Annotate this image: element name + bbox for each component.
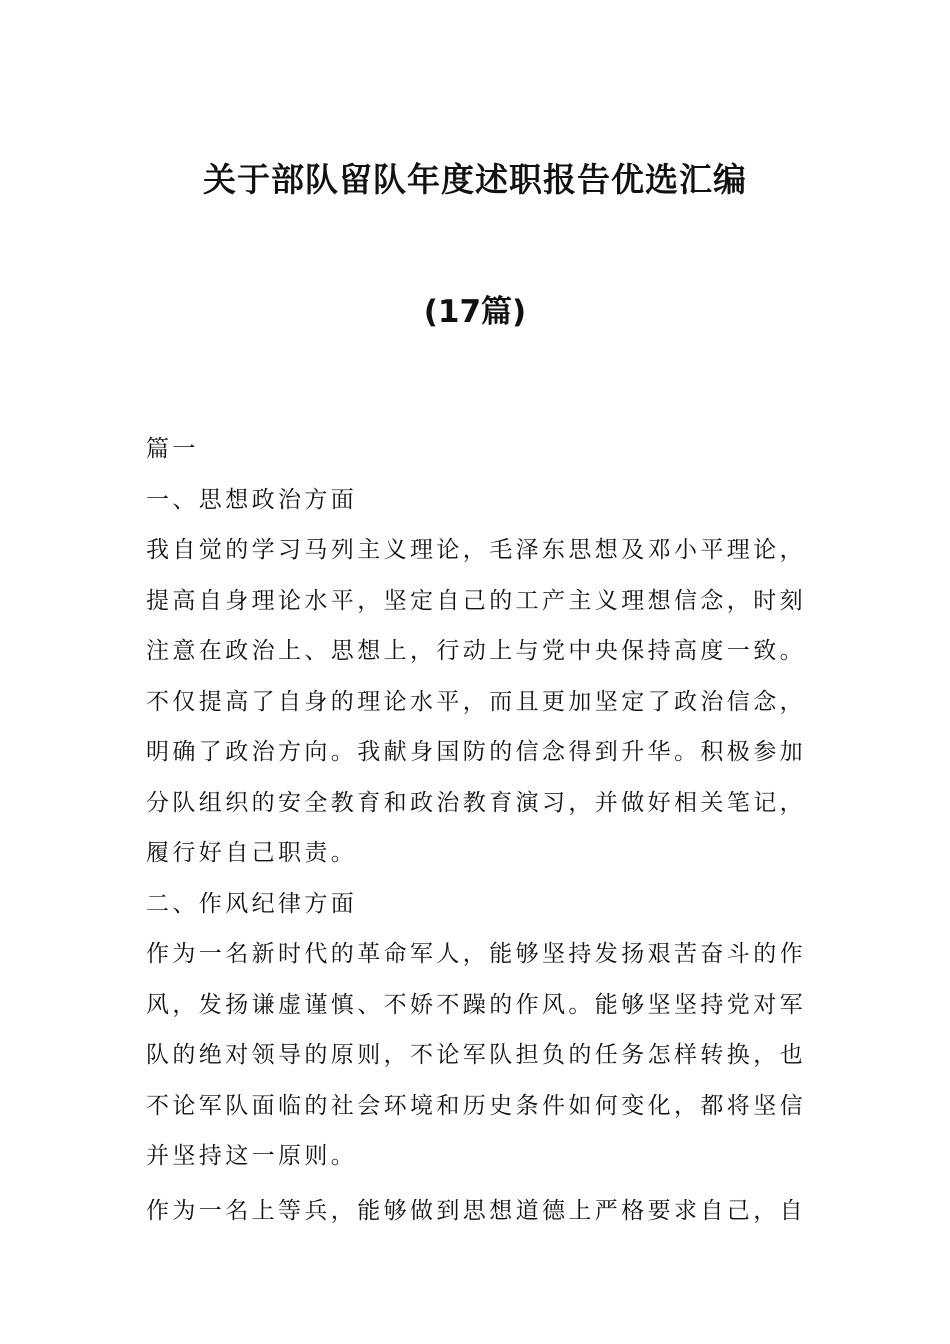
document-body [146,424,806,1236]
paragraph-line: 并坚持这一原则。 [146,1143,358,1169]
paragraph-line: 队的绝对领导的原则，不论军队担负的任务怎样转换，也 [146,1042,806,1068]
paragraph-line: 不仅提高了自身的理论水平，而且更加坚定了政治信念， [146,688,806,715]
paragraph-line: 分队组织的安全教育和政治教育演习，并做好相关笔记， [146,789,806,816]
document-title: 关于部队留队年度述职报告优选汇编 [203,160,747,199]
paragraph-line: 注意在政治上、思想上，行动上与党中央保持高度一致。 [146,638,806,664]
paragraph-line: 我自觉的学习马列主义理论，毛泽东思想及邓小平理论， [146,537,806,563]
paragraph-line: 明确了政治方向。我献身国防的信念得到升华。积极参加 [146,739,806,765]
paragraph-line: 作为一名新时代的革命军人，能够坚持发扬艰苦奋斗的作 [146,941,806,967]
subsection-heading: 一、思想政治方面 [146,486,358,513]
paragraph-line: 风，发扬谦虚谨慎、不娇不躁的作风。能够坚坚持党对军 [146,991,806,1018]
subsection-heading: 二、作风纪律方面 [146,890,358,917]
paragraph-line: 不论军队面临的社会环境和历史条件如何变化，都将坚信 [146,1092,806,1119]
paragraph-line: 作为一名上等兵，能够做到思想道德上严格要求自己，自 [146,1197,806,1224]
paragraph-line: 履行好自己职责。 [146,840,358,866]
paragraph-line: 提高自身理论水平，坚定自己的工产主义理想信念，时刻 [146,587,806,614]
document-subtitle: (17篇) [423,294,527,330]
section-heading: 篇一 [146,436,199,462]
